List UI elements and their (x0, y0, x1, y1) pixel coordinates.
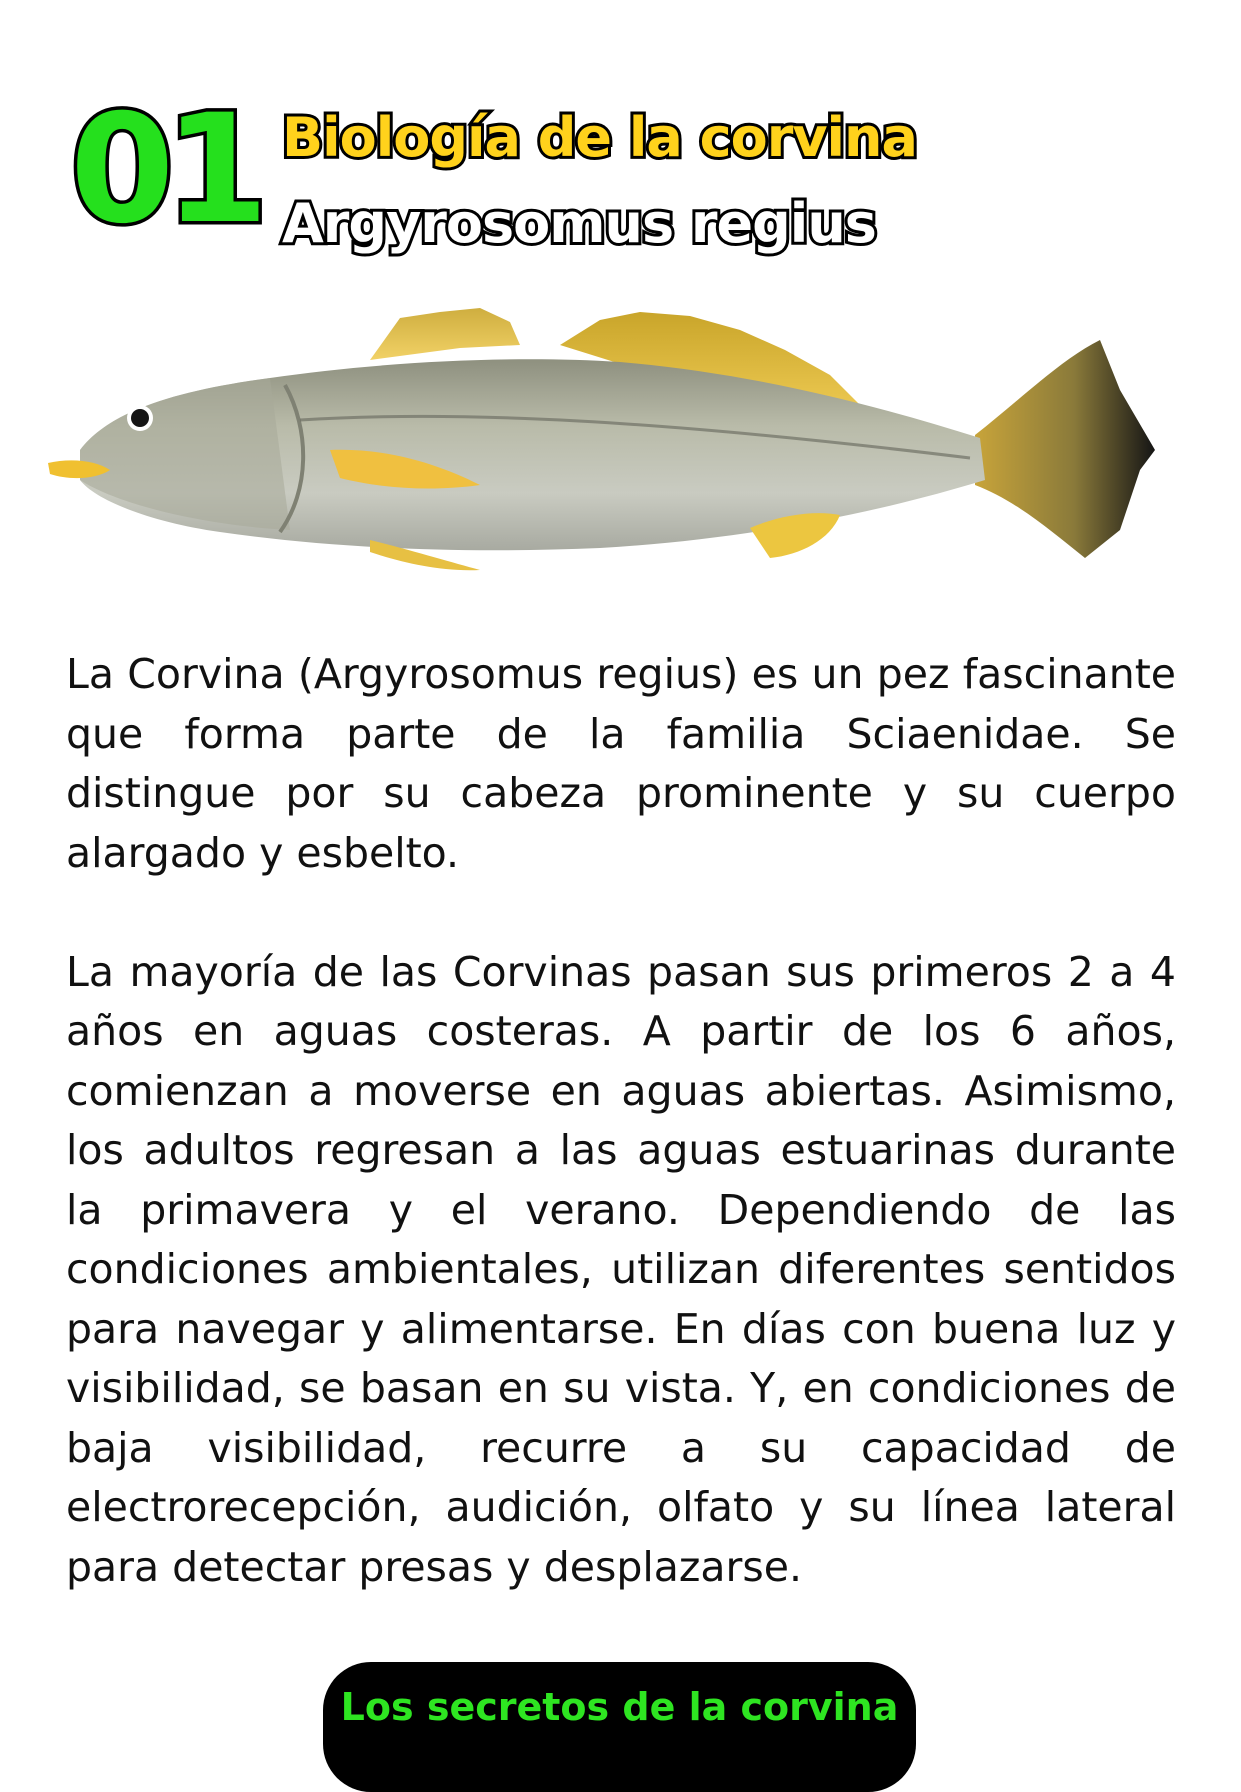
page-header (70, 83, 1170, 265)
paragraph-intro: La Corvina (Argyrosomus regius) es un pez fascinante que forma parte de la familia Sciaenidae. Se distingue por su cabeza prominente y su cuerpo alargado y esbelto. (66, 650, 1176, 877)
footer-badge (323, 1662, 916, 1792)
page-title: Biología de la corvina (282, 106, 917, 169)
footer-label: Los secretos de la corvina (340, 1685, 899, 1729)
corvina-fish-icon (40, 300, 1200, 620)
section-number: 01 (70, 83, 259, 257)
fish-image (40, 300, 1200, 620)
paragraph-habitat: La mayoría de las Corvinas pasan sus primeros 2 a 4 años en aguas costeras. A partir de los 6 años, comienzan a moverse en aguas abiertas. Asimismo, los adultos regresan a las aguas estuarinas durante la primavera y el verano. Dependiendo de las condiciones ambientales, utilizan diferentes sentidos para navegar y alimentarse. En días con buena luz y visibilidad, se basan en su vista. Y, en condiciones de baja visibilidad, recurre a su capacidad de electrorecepción, audición, olfato y su línea lateral para detectar presas y desplazarse. (66, 947, 1176, 1591)
body-text (66, 645, 1176, 1597)
page-subtitle: Argyrosomus regius (282, 192, 876, 255)
